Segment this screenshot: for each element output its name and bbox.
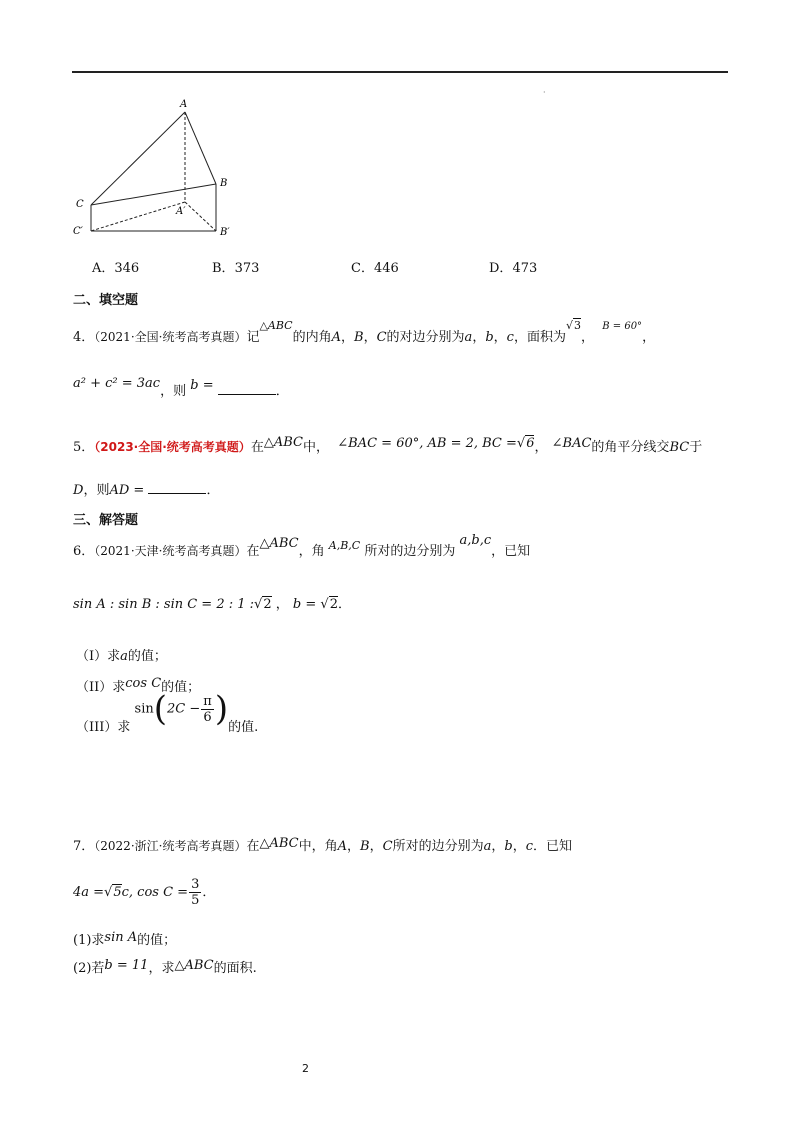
question-7-part2: (2)若b = 11，求△ABC的面积.	[73, 958, 257, 976]
option-c: C．446	[351, 261, 399, 276]
question-5-line2: D，则AD = ．	[73, 483, 220, 498]
section-title-answer: 三、解答题	[73, 513, 139, 528]
option-b: B．373	[212, 261, 260, 276]
question-6-line1: 6．（2021·天津·统考高考真题）在△ABC，角 $^{A,B,C}$ 所对的边分别为 a,b,c，已知	[73, 533, 531, 559]
page-number: 2	[302, 1062, 309, 1075]
answer-blank-q5[interactable]	[148, 481, 206, 494]
prism-figure	[70, 95, 240, 245]
question-6-condition: sin A : sin B : sin C = 2 : 1 :√2 ， b = √2．	[73, 597, 351, 612]
question-7-part1: (1)求sin A的值；	[73, 930, 177, 948]
header-dot: ·	[543, 88, 546, 97]
section-title-fill-in: 二、填空题	[73, 293, 139, 308]
question-7-line1: 7．（2022·浙江·统考高考真题）在△ABC中，角A，B，C所对的边分别为a，b，c．已知	[73, 836, 572, 854]
option-a: A．346	[92, 261, 140, 276]
label-B-prime: B′	[220, 227, 230, 238]
label-A: A	[180, 99, 188, 110]
header-rule	[72, 71, 728, 73]
label-B: B	[220, 178, 228, 189]
answer-blank-q4[interactable]	[218, 382, 276, 395]
question-6-part1: （I）求a的值；	[76, 649, 167, 664]
option-d: D．473	[489, 261, 538, 276]
question-7-condition: 4a =√5c, cos C = $\frac{3}{5}$ ．	[73, 877, 216, 908]
label-C: C	[76, 199, 84, 210]
question-4-line1: 4．（2021·全国·统考高考真题）记$^{\triangle ABC}$的内角A，B，C的对边分别为a，b，c，面积为$^{√3}$， $^{B = 60^\circ}$，	[73, 319, 656, 345]
question-6-part3: （III）求 sin(2C − $\frac{\pi}{6}$ )的值.	[76, 689, 259, 735]
question-6-part2: （II）求cos C的值；	[76, 676, 201, 695]
question-5-line1: 5．（2023·全国·统考高考真题）在△ABC中， ∠BAC = 60°, AB = 2, BC =√6， ∠BAC的角平分线交BC于	[73, 435, 703, 455]
question-4-line2: a² + c² = 3ac，则 b = ．	[73, 376, 289, 399]
label-A-prime: A′	[176, 206, 186, 217]
label-C-prime: C′	[73, 226, 83, 237]
